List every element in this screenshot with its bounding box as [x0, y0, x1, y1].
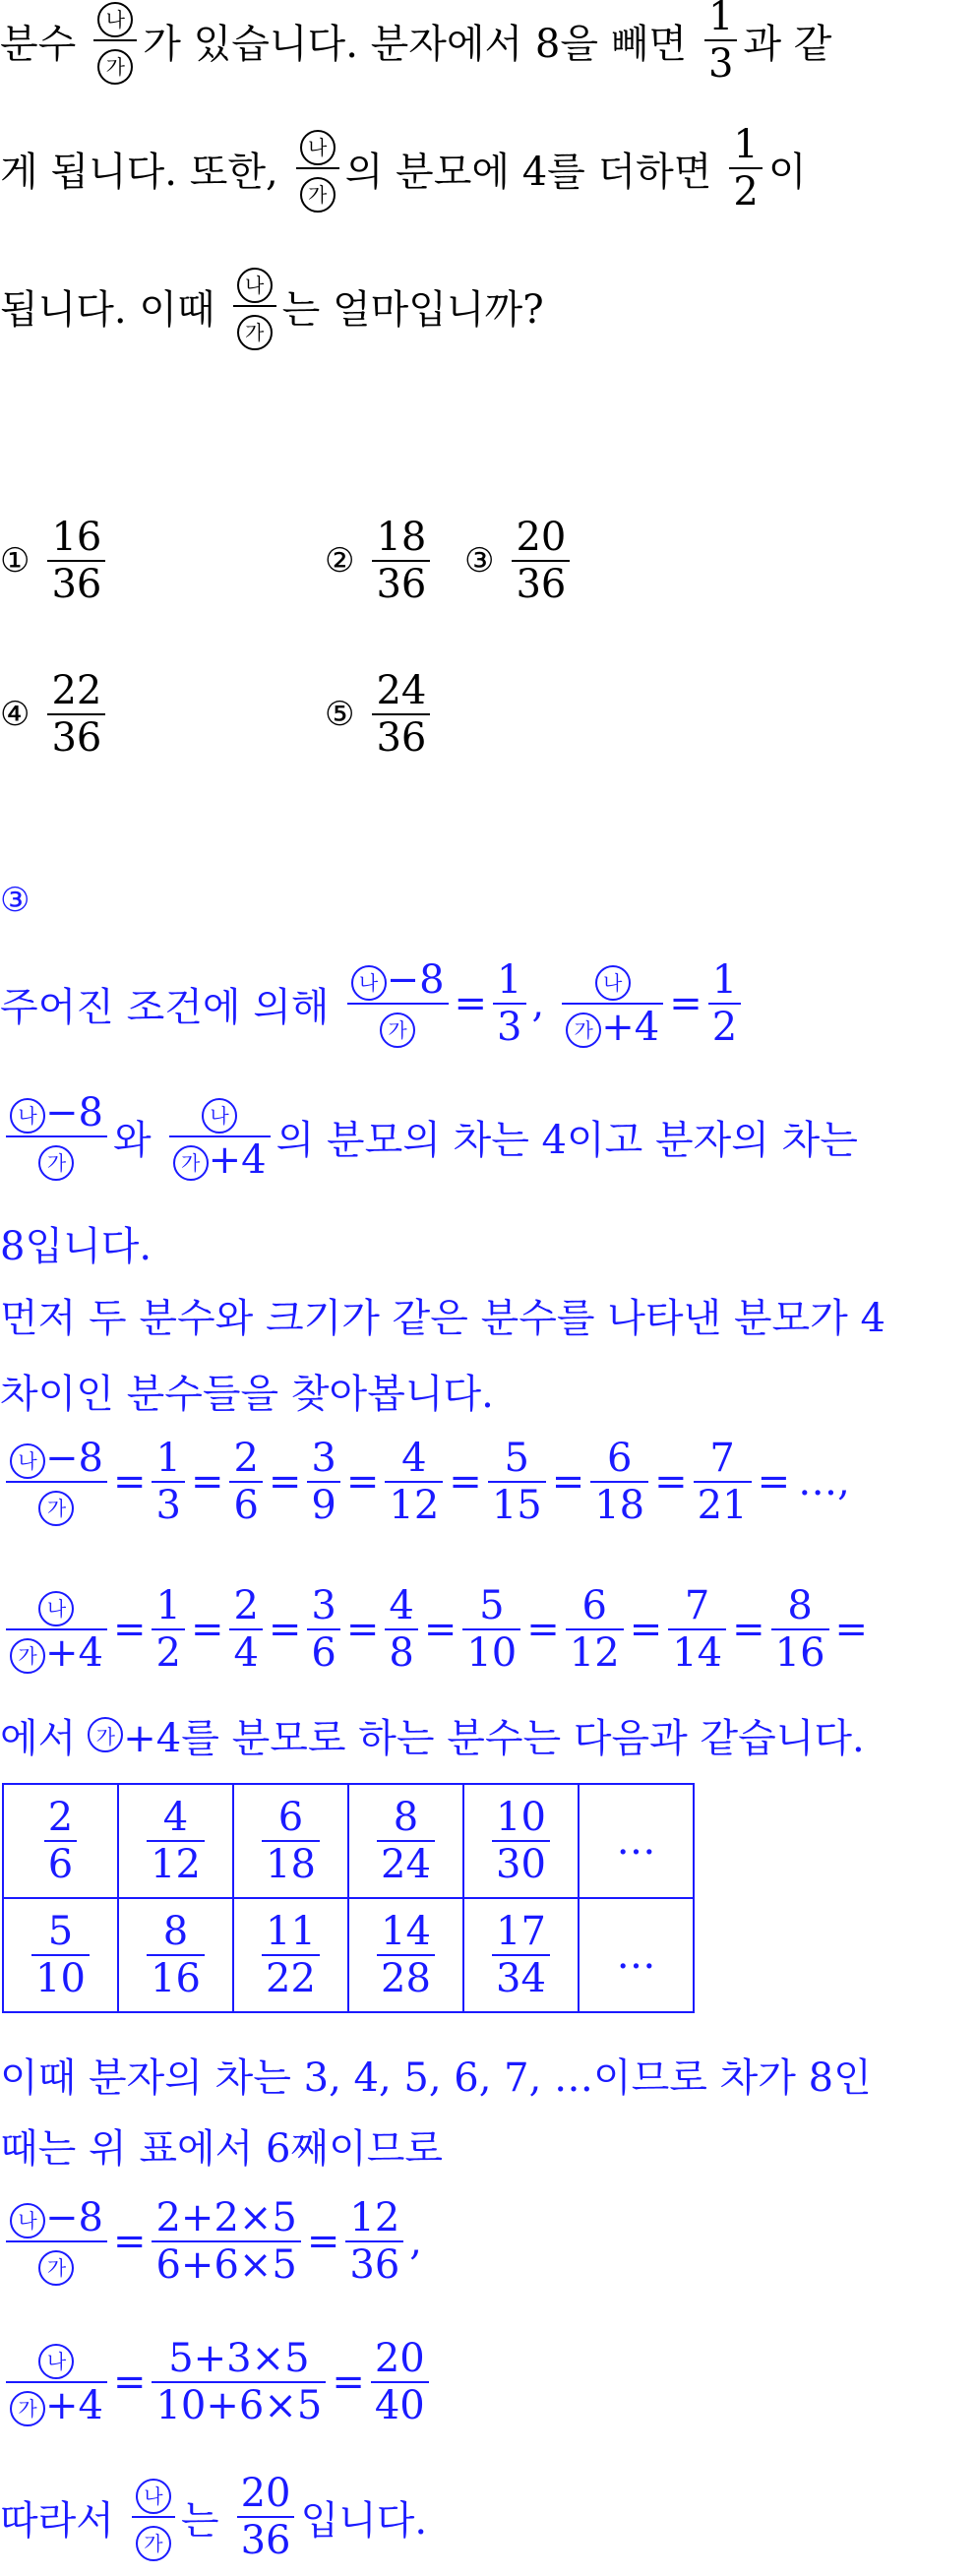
final-line: 따라서 $\frac{\text{나}}{\text{가}}$ 는 $\frac{20}{36}$ 입니다. — [0, 2471, 428, 2563]
equivalent-fraction: $\frac{1}{3}$ — [152, 1436, 184, 1528]
table-cell — [3, 1784, 118, 1898]
fraction-one-third: $\frac{1}{3}$ — [704, 0, 737, 87]
fraction-na-over-ga — [233, 260, 276, 352]
circled-ga: 가 — [38, 2250, 74, 2286]
circled-ga: 가 — [10, 2391, 45, 2426]
calc-line-1: $\frac{\text{나 −8}}{\text{가}}$ = $\frac{2+2\times 5}{6+6\times 5}$ = $\frac{12}{36}$ , — [0, 2186, 422, 2297]
choice-fraction: $\frac{18}{36}$ — [372, 515, 430, 607]
circled-na: 나 — [10, 2203, 45, 2239]
equivalent-fraction: $\frac{8}{16}$ — [771, 1583, 829, 1676]
table-row — [3, 1784, 694, 1898]
fraction-na-over-ga-plus-4: $\frac{\text{나}}{\text{가 +4}}$ — [562, 957, 663, 1050]
circled-ga: 가 — [38, 1491, 74, 1526]
table-fraction: $\frac{2}{6}$ — [44, 1795, 77, 1887]
circled-na: 나 — [38, 1591, 74, 1626]
choice-marker: ② — [325, 541, 355, 581]
table-fraction: $\frac{4}{12}$ — [147, 1795, 205, 1887]
table-cell — [348, 1898, 463, 2012]
solution-line-8: 에서 가 +4를 분모로 하는 분수는 다음과 같습니다. — [0, 1715, 865, 1761]
equivalent-fraction: $\frac{3}{6}$ — [307, 1583, 339, 1676]
circled-ga: 가 — [380, 1012, 415, 1048]
solution-line-10: 때는 위 표에서 6째이므로 — [0, 2125, 443, 2172]
text: 게 됩니다. 또한, — [0, 149, 278, 195]
equivalent-fraction: $\frac{7}{14}$ — [668, 1583, 726, 1676]
calc-fraction: $\frac{5+3\times 5}{10+6\times 5}$ — [152, 2336, 326, 2428]
circled-ga: 가 — [136, 2526, 171, 2561]
fraction-na-over-ga-plus-4: $\frac{\text{나}}{\text{가 +4}}$ — [6, 2336, 107, 2428]
table-fraction: $\frac{8}{24}$ — [377, 1795, 435, 1887]
circled-na: 나 — [38, 2344, 74, 2379]
table-cell — [118, 1898, 233, 2012]
table-cell — [463, 1784, 579, 1898]
text: 와 — [112, 1117, 152, 1163]
fraction-na-minus-8-over-ga: $\frac{\text{나 −8}}{\text{가}}$ — [6, 1090, 107, 1183]
equivalent-fraction: $\frac{6}{18}$ — [590, 1436, 648, 1528]
result-fraction: $\frac{12}{36}$ — [345, 2195, 403, 2288]
circled-na: 나 — [595, 965, 631, 1001]
equivalent-fractions-row-1: $\frac{\text{나 −8}}{\text{가}}$ = $\frac{1}{3}$ = $\frac{2}{6}$ = $\frac{3}{9}$ = $\frac{4}{12}$ = $\frac{5}{15}$ = $\frac{6}{18}$ = $\frac{7}{21}$ = …, — [0, 1427, 850, 1537]
choice-fraction: $\frac{20}{36}$ — [512, 515, 570, 607]
circled-na: 나 — [10, 1443, 45, 1479]
text: 가 있습니다. 분자에서 8을 빼면 — [143, 21, 687, 67]
fraction-table — [2, 1783, 695, 2013]
choice-marker: ③ — [464, 541, 495, 581]
equivalent-fraction: $\frac{1}{2}$ — [152, 1583, 184, 1676]
table-fraction: $\frac{8}{16}$ — [147, 1909, 205, 2001]
table-cell — [233, 1784, 348, 1898]
table-ellipsis-cell: … — [579, 1784, 694, 1898]
choice-2[interactable] — [325, 512, 436, 610]
choice-fraction: $\frac{16}{36}$ — [47, 515, 105, 607]
circled-na: 나 — [351, 965, 387, 1001]
fraction-na-minus-8-over-ga: $\frac{\text{나 −8}}{\text{가}}$ — [347, 957, 449, 1050]
equivalent-fraction: $\frac{2}{6}$ — [229, 1436, 262, 1528]
question-line-3 — [0, 266, 544, 346]
choice-4[interactable] — [0, 665, 111, 764]
circled-ga: 가 — [97, 49, 133, 85]
answer-text: ③ — [0, 881, 31, 920]
table-fraction: $\frac{10}{30}$ — [492, 1795, 550, 1887]
fraction-na-minus-8-over-ga: $\frac{\text{나 −8}}{\text{가}}$ — [6, 1436, 107, 1528]
circled-ga: 가 — [10, 1638, 45, 1674]
fraction-na-over-ga-plus-4: $\frac{\text{나}}{\text{가 +4}}$ — [169, 1090, 271, 1183]
circled-na: 나 — [97, 2, 133, 37]
circled-na: 나 — [10, 1098, 45, 1134]
result-fraction: $\frac{20}{40}$ — [371, 2336, 429, 2428]
choice-1[interactable] — [0, 512, 111, 610]
fraction-one-third: $\frac{1}{3}$ — [493, 957, 525, 1050]
choice-marker: ⑤ — [325, 695, 355, 734]
table-ellipsis-cell: … — [579, 1898, 694, 2012]
circled-ga: 가 — [88, 1717, 123, 1752]
solution-line-5: 차이인 분수들을 찾아봅니다. — [0, 1371, 494, 1417]
circled-na: 나 — [136, 2479, 171, 2514]
calc-fraction: $\frac{2+2\times 5}{6+6\times 5}$ — [152, 2195, 300, 2288]
table-cell — [463, 1898, 579, 2012]
table-fraction: $\frac{11}{22}$ — [262, 1909, 320, 2001]
equivalent-fraction: $\frac{2}{4}$ — [229, 1583, 262, 1676]
table-fraction: $\frac{17}{34}$ — [492, 1909, 550, 2001]
solution-line-1: 주어진 조건에 의해 $\frac{\text{나 −8}}{\text{가}}$ = $\frac{1}{3}$ , $\frac{\text{나}}{\text{가 +4}}$ = $\frac{1}{2}$ — [0, 950, 747, 1058]
equivalent-fraction: $\frac{7}{21}$ — [694, 1436, 752, 1528]
fraction-one-half: $\frac{1}{2}$ — [729, 122, 762, 215]
table-row — [3, 1898, 694, 2012]
equivalent-fraction: $\frac{3}{9}$ — [307, 1436, 339, 1528]
solution-line-4: 먼저 두 분수와 크기가 같은 분수를 나타낸 분모가 4 — [0, 1295, 885, 1341]
circled-ga: 가 — [237, 315, 273, 350]
text: 주어진 조건에 의해 — [0, 984, 330, 1030]
circled-ga: 가 — [38, 1145, 74, 1181]
circled-na: 나 — [202, 1098, 237, 1134]
choice-5[interactable] — [325, 665, 436, 764]
text: 됩니다. 이때 — [0, 286, 215, 333]
choice-marker: ① — [0, 541, 31, 581]
solution-line-3: 8입니다. — [0, 1223, 153, 1269]
fraction-na-over-ga — [296, 122, 339, 215]
table-cell — [233, 1898, 348, 2012]
fraction-na-over-ga-plus-4: $\frac{\text{나}}{\text{가 +4}}$ — [6, 1583, 107, 1676]
question-line-1 — [0, 0, 832, 87]
equivalent-fraction: $\frac{5}{10}$ — [462, 1583, 520, 1676]
table-cell — [3, 1898, 118, 2012]
equivalent-fraction: $\frac{4}{8}$ — [385, 1583, 417, 1676]
table-cell — [348, 1784, 463, 1898]
equivalent-fraction: $\frac{6}{12}$ — [566, 1583, 624, 1676]
table-cell — [118, 1784, 233, 1898]
circled-ga: 가 — [566, 1012, 601, 1048]
table-fraction: $\frac{6}{18}$ — [262, 1795, 320, 1887]
table-fraction: $\frac{14}{28}$ — [377, 1909, 435, 2001]
circled-na: 나 — [300, 130, 336, 165]
equivalent-fraction: $\frac{4}{12}$ — [385, 1436, 443, 1528]
calc-line-2: $\frac{\text{나}}{\text{가 +4}}$ = $\frac{5+3\times 5}{10+6\times 5}$ = $\frac{20}{40}$ — [0, 2327, 435, 2437]
text: 분수 — [0, 21, 77, 67]
answer-marker — [0, 876, 30, 925]
question-line-2 — [0, 122, 807, 215]
choice-fraction: $\frac{24}{36}$ — [372, 668, 430, 761]
circled-ga: 가 — [173, 1145, 209, 1181]
text: 의 분모의 차는 4이고 분자의 차는 — [275, 1117, 858, 1163]
solution-line-2 — [0, 1082, 858, 1191]
circled-ga: 가 — [300, 177, 336, 213]
final-fraction: $\frac{20}{36}$ — [237, 2471, 295, 2563]
choice-marker: ④ — [0, 695, 31, 734]
choice-3[interactable] — [464, 512, 576, 610]
fraction-one-half: $\frac{1}{2}$ — [708, 957, 741, 1050]
solution-line-9: 이때 분자의 차는 3, 4, 5, 6, 7, …이므로 차가 8인 — [0, 2055, 872, 2101]
table-fraction: $\frac{5}{10}$ — [31, 1909, 90, 2001]
text: 의 분모에 4를 더하면 — [344, 149, 712, 195]
equivalent-fractions-row-2: $\frac{\text{나}}{\text{가 +4}}$ = $\frac{1}{2}$ = $\frac{2}{4}$ = $\frac{3}{6}$ = $\frac{4}{8}$ = $\frac{5}{10}$ = $\frac{6}{12}$ = $\frac{7}{14}$ = $\frac{8}{16}$ = — [0, 1574, 868, 1685]
fraction-na-over-ga — [93, 0, 137, 87]
fraction-na-over-ga — [132, 2471, 175, 2563]
text: 과 같 — [743, 21, 832, 67]
text: 이 — [767, 149, 807, 195]
circled-na: 나 — [237, 268, 273, 303]
fraction-na-minus-8-over-ga: $\frac{\text{나 −8}}{\text{가}}$ — [6, 2195, 107, 2288]
choice-fraction: $\frac{22}{36}$ — [47, 668, 105, 761]
text: 는 얼마입니까? — [281, 286, 544, 333]
equivalent-fraction: $\frac{5}{15}$ — [488, 1436, 546, 1528]
